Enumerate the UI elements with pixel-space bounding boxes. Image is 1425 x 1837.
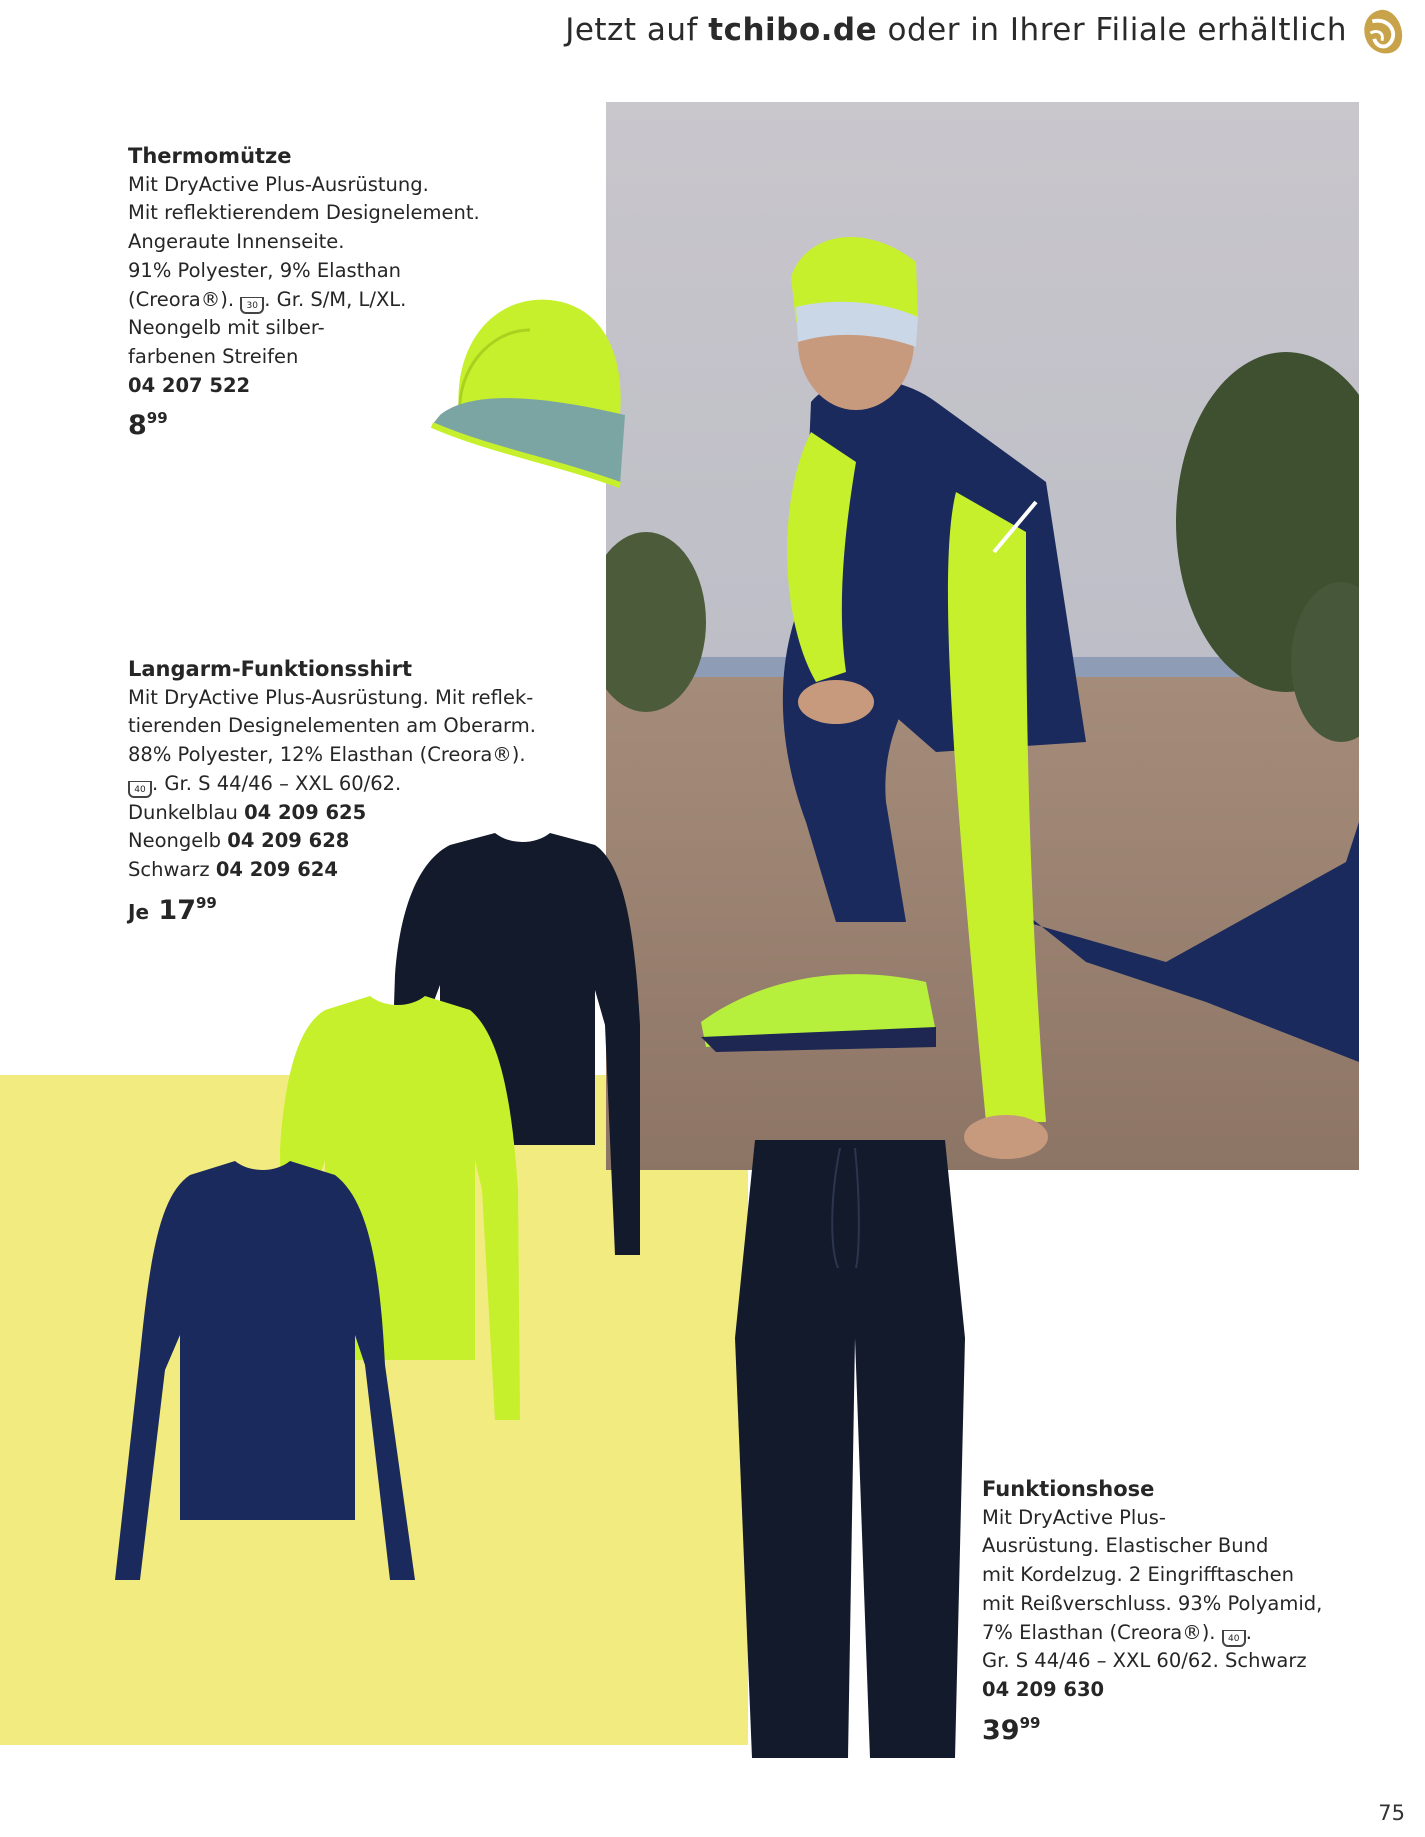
shirt-description — [128, 655, 548, 926]
shirt-line-3: 88% Polyester, 12% Elasthan (Creora®). — [128, 743, 526, 767]
hat-line-1: Mit DryActive Plus-Ausrüstung. — [128, 172, 429, 196]
header-prefix: Jetzt auf — [565, 12, 709, 48]
hat-line-4: 91% Polyester, 9% Elasthan — [128, 258, 401, 282]
variant-article: 04 209 624 — [215, 857, 338, 881]
shirt-line-4-text: . Gr. S 44/46 – XXL 60/62. — [152, 771, 402, 795]
variant-article: 04 209 628 — [227, 829, 350, 853]
pants-line-5a: 7% Elasthan (Creora®). — [982, 1620, 1216, 1644]
hat-line-6: Neongelb mit silber- — [128, 316, 325, 340]
hat-price-cents: 99 — [146, 409, 168, 428]
pants-article-number: 04 209 630 — [982, 1677, 1105, 1701]
pants-line-1: Mit DryActive Plus- — [982, 1505, 1166, 1529]
header-suffix: oder in Ihrer Filiale erhältlich — [877, 12, 1347, 48]
hat-price-main: 8 — [128, 410, 147, 442]
pants-price — [982, 1709, 1382, 1746]
pants-black-image — [730, 1138, 970, 1768]
pants-line-6: Gr. S 44/46 – XXL 60/62. Schwarz — [982, 1649, 1307, 1673]
variant-color: Dunkelblau — [128, 800, 238, 824]
pants-line-2: Ausrüstung. Elastischer Bund — [982, 1534, 1269, 1558]
hat-line-2: Mit reflektierendem Designelement. — [128, 201, 480, 225]
model-photo — [606, 102, 1359, 1170]
pants-price-main: 39 — [982, 1714, 1020, 1746]
hat-article-number: 04 207 522 — [128, 373, 251, 397]
hat-line-3: Angeraute Innenseite. — [128, 230, 345, 254]
pants-line-4: mit Reißverschluss. 93% Polyamid, — [982, 1591, 1323, 1615]
hat-line-5 — [128, 286, 518, 315]
variant-article: 04 209 625 — [244, 800, 367, 824]
shirt-price-main: 17 — [158, 894, 196, 926]
variant-color: Schwarz — [128, 857, 210, 881]
shirt-variant-3 — [128, 856, 548, 885]
shirt-navy-image — [110, 1155, 420, 1595]
pants-line-3: mit Kordelzug. 2 Eingrifftaschen — [982, 1563, 1294, 1587]
shirt-price — [128, 889, 548, 927]
shirt-line-1: Mit DryActive Plus-Ausrüstung. Mit reflek- — [128, 685, 534, 709]
hat-price — [128, 404, 518, 441]
shirt-variant-1 — [128, 799, 548, 828]
wash-40-icon: 40 — [128, 781, 152, 798]
shirt-price-cents: 99 — [196, 893, 217, 912]
shirt-line-2: tierenden Designelementen am Oberarm. — [128, 714, 536, 738]
availability-header — [565, 12, 1347, 48]
hat-title: Thermomütze — [128, 144, 292, 168]
page-number: 75 — [1378, 1801, 1405, 1825]
wash-30-icon: 30 — [240, 297, 264, 314]
header-site-link[interactable]: tchibo.de — [708, 12, 878, 48]
shirt-title: Langarm-Funktionsshirt — [128, 657, 412, 681]
shirt-price-prefix: Je — [128, 899, 150, 924]
pants-description — [982, 1475, 1382, 1745]
pants-title: Funktionshose — [982, 1477, 1155, 1501]
tchibo-bean-logo-icon — [1353, 4, 1411, 62]
pants-line-5 — [982, 1619, 1382, 1648]
hat-line-5a: (Creora®). — [128, 287, 235, 311]
wash-40-icon: 40 — [1222, 1630, 1246, 1647]
shirt-line-4 — [128, 770, 548, 799]
hat-description — [128, 142, 518, 441]
pants-line-5b: . — [1245, 1620, 1252, 1644]
hat-line-7: farbenen Streifen — [128, 344, 299, 368]
pants-price-cents: 99 — [1019, 1713, 1041, 1732]
variant-color: Neongelb — [128, 829, 222, 853]
hat-line-5b: . Gr. S/M, L/XL. — [264, 287, 407, 311]
shirt-variant-2 — [128, 827, 548, 856]
